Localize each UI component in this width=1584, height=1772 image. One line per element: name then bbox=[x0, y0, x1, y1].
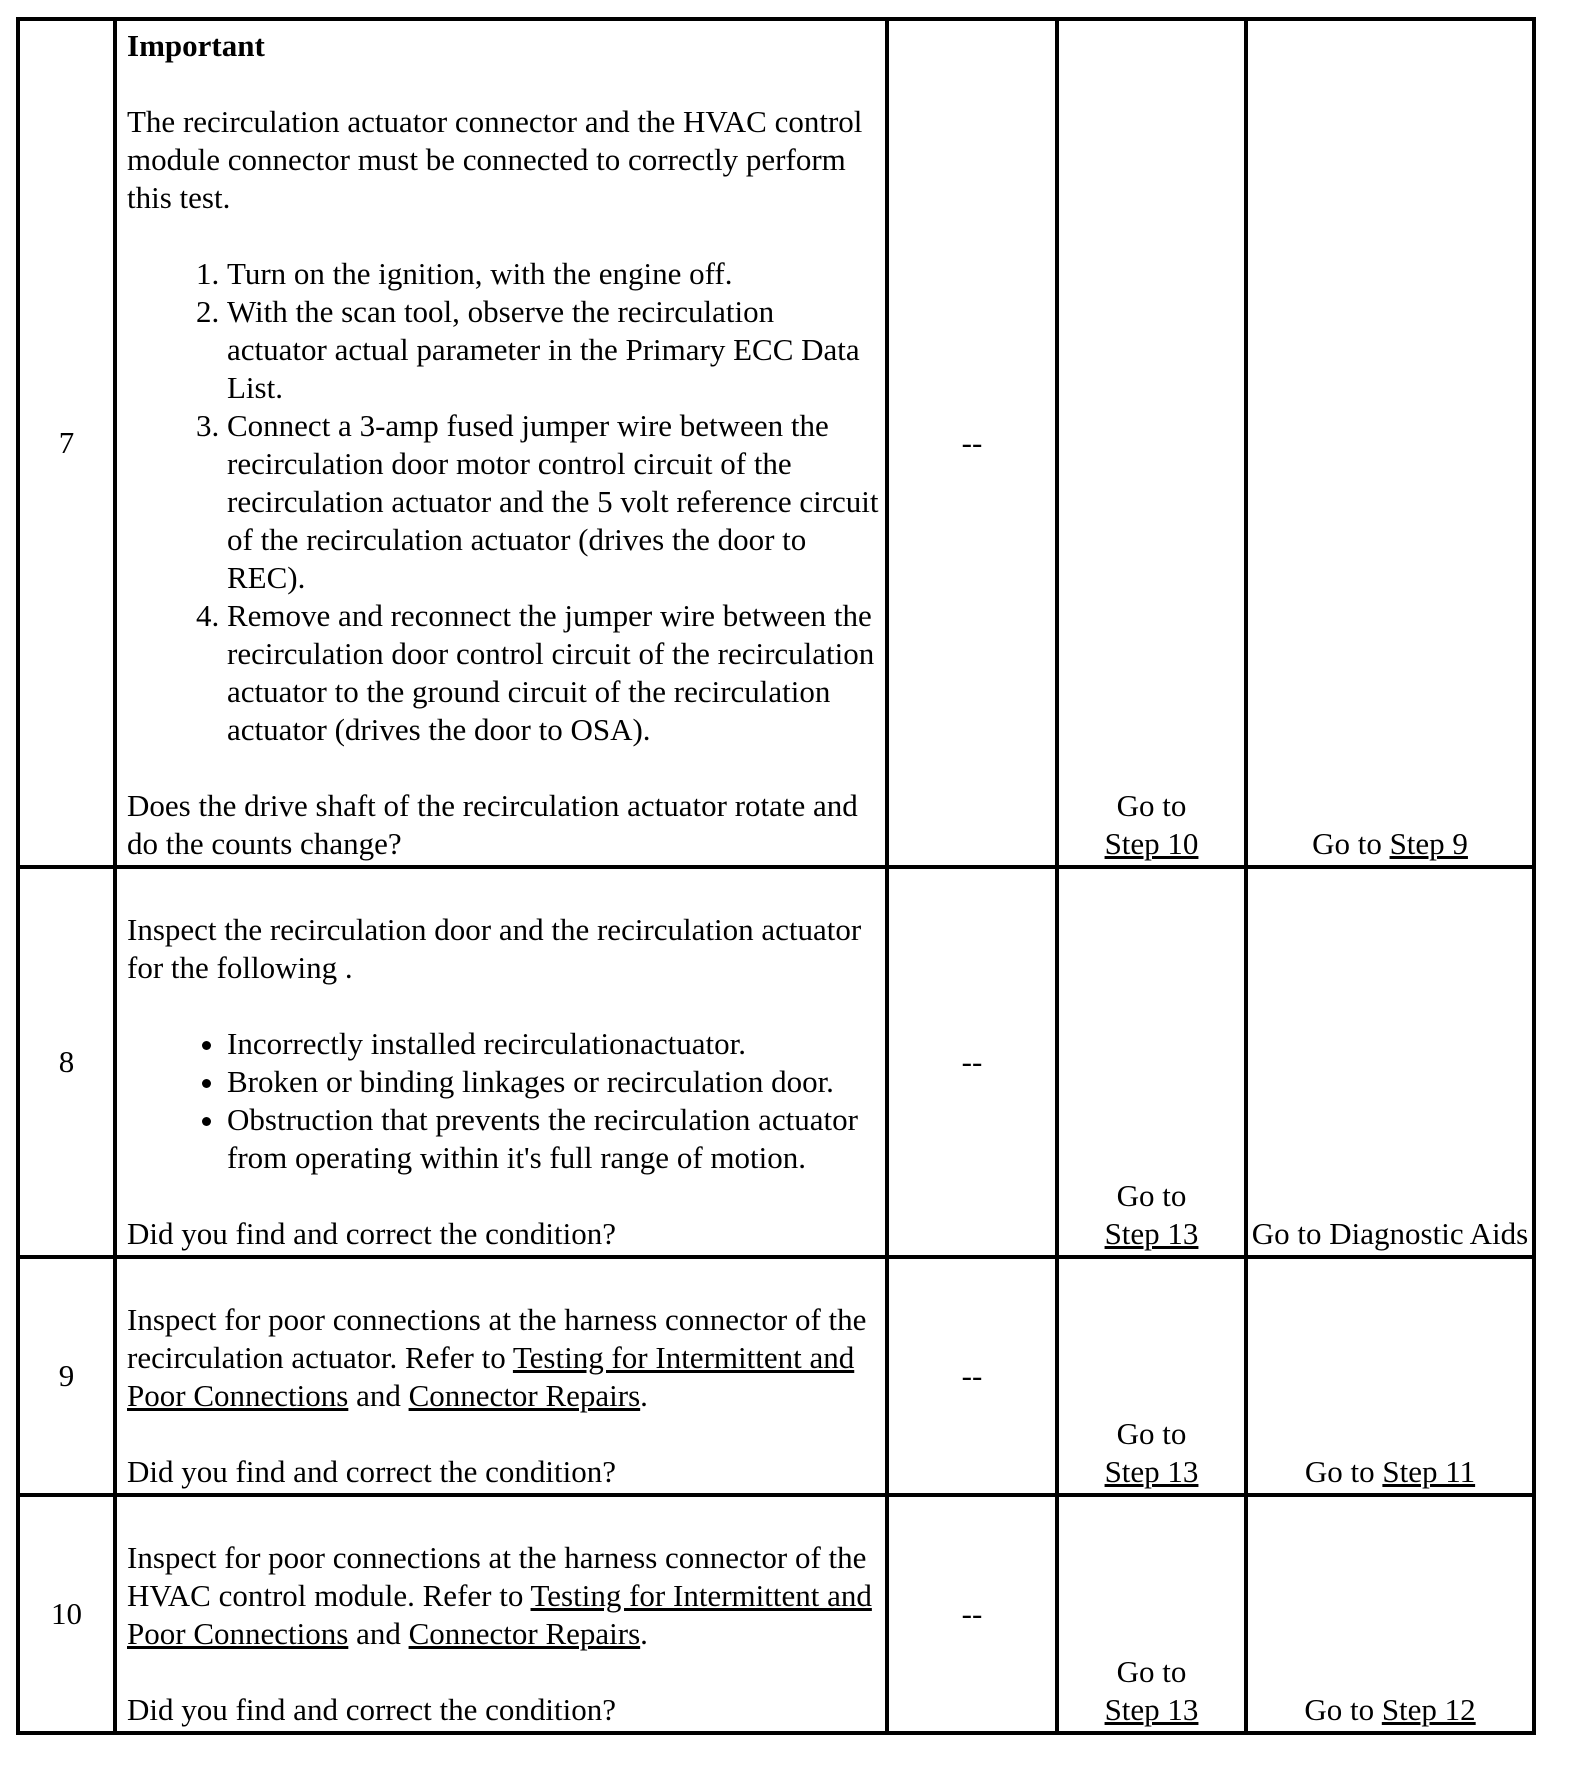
list-item: 4. Remove and reconnect the jumper wire between the recirculation door control circuit of the recirculation actuator to the ground circuit of the recirculation actuator (drives the door to OSA). bbox=[227, 597, 879, 749]
bullet-list bbox=[127, 1025, 879, 1177]
list-item: 1. Turn on the ignition, with the engine off. bbox=[227, 255, 879, 293]
important-label: Important bbox=[127, 28, 265, 63]
table-row-step-10 bbox=[18, 1495, 1534, 1733]
yes-cell bbox=[1057, 1495, 1246, 1733]
list-item: 3. Connect a 3-amp fused jumper wire between the recirculation door motor control circuit of the recirculation actuator and the 5 volt reference circuit of the recirculation actuator (drives the door to REC). bbox=[227, 407, 879, 597]
table-row-step-9 bbox=[18, 1257, 1534, 1495]
action-cell bbox=[115, 1257, 887, 1495]
diagnostic-steps-table bbox=[16, 17, 1536, 1735]
link-testing-intermittent[interactable]: Testing for Intermittent and Poor Connections bbox=[127, 1578, 872, 1651]
no-cell: Go to Diagnostic Aids bbox=[1246, 867, 1534, 1257]
list-item: 2. With the scan tool, observe the recirculation actuator actual parameter in the Primary ECC Data List. bbox=[227, 293, 879, 407]
link-step-12[interactable]: Step 12 bbox=[1381, 1692, 1476, 1727]
important-text: The recirculation actuator connector and the HVAC control module connector must be connected to correctly perform this test. bbox=[127, 104, 863, 215]
no-prefix: Go to bbox=[1304, 1454, 1375, 1489]
list-item: • Obstruction that prevents the recirculation actuator from operating within it's full range of motion. bbox=[227, 1101, 879, 1177]
no-cell bbox=[1246, 1257, 1534, 1495]
inspect-text bbox=[127, 1539, 879, 1653]
action-cell bbox=[115, 19, 887, 867]
inspect-text-part: and bbox=[348, 1616, 409, 1651]
no-cell bbox=[1246, 19, 1534, 867]
list-item: • Broken or binding linkages or recirculation door. bbox=[227, 1063, 879, 1101]
link-step-9[interactable]: Step 9 bbox=[1389, 826, 1468, 861]
intro-text: Inspect the recirculation door and the recirculation actuator for the following . bbox=[127, 912, 862, 985]
link-testing-intermittent[interactable]: Testing for Intermittent and Poor Connections bbox=[127, 1340, 855, 1413]
yes-cell bbox=[1057, 1257, 1246, 1495]
inspect-text-part: and bbox=[348, 1378, 409, 1413]
value-cell: -- bbox=[887, 19, 1057, 867]
no-cell bbox=[1246, 1495, 1534, 1733]
action-cell bbox=[115, 867, 887, 1257]
yes-cell bbox=[1057, 867, 1246, 1257]
yes-cell bbox=[1057, 19, 1246, 867]
instruction-list bbox=[127, 255, 879, 749]
no-prefix: Go to bbox=[1312, 826, 1382, 861]
link-step-13[interactable]: Step 13 bbox=[1104, 1454, 1199, 1489]
table-row-step-8 bbox=[18, 867, 1534, 1257]
step-number: 7 bbox=[18, 19, 115, 867]
inspect-text-part: Inspect for poor connections at the harness connector of the recirculation actuator. Refer to bbox=[127, 1302, 867, 1375]
inspect-text-part: . bbox=[640, 1378, 648, 1413]
question-text: Does the drive shaft of the recirculation actuator rotate and do the counts change? bbox=[127, 788, 858, 861]
yes-prefix: Go to bbox=[1116, 1654, 1187, 1689]
list-item: • Incorrectly installed recirculationactuator. bbox=[227, 1025, 879, 1063]
link-step-13[interactable]: Step 13 bbox=[1104, 1692, 1199, 1727]
question-text: Did you find and correct the condition? bbox=[127, 1216, 616, 1251]
yes-prefix: Go to bbox=[1116, 788, 1187, 823]
step-number: 8 bbox=[18, 867, 115, 1257]
inspect-text bbox=[127, 1301, 879, 1415]
link-step-10[interactable]: Step 10 bbox=[1104, 826, 1199, 861]
inspect-text-part: Inspect for poor connections at the harness connector of the HVAC control module. Refer to bbox=[127, 1540, 867, 1613]
question-text: Did you find and correct the condition? bbox=[127, 1454, 616, 1489]
question-text: Did you find and correct the condition? bbox=[127, 1692, 616, 1727]
yes-prefix: Go to bbox=[1116, 1178, 1187, 1213]
action-cell bbox=[115, 1495, 887, 1733]
link-step-11[interactable]: Step 11 bbox=[1382, 1454, 1476, 1489]
no-prefix: Go to bbox=[1304, 1692, 1375, 1727]
link-connector-repairs[interactable]: Connector Repairs bbox=[408, 1378, 641, 1413]
value-cell: -- bbox=[887, 867, 1057, 1257]
value-cell: -- bbox=[887, 1495, 1057, 1733]
link-connector-repairs[interactable]: Connector Repairs bbox=[408, 1616, 641, 1651]
table-row-step-7 bbox=[18, 19, 1534, 867]
yes-prefix: Go to bbox=[1116, 1416, 1187, 1451]
step-number: 10 bbox=[18, 1495, 115, 1733]
link-step-13[interactable]: Step 13 bbox=[1104, 1216, 1199, 1251]
inspect-text-part: . bbox=[640, 1616, 648, 1651]
step-number: 9 bbox=[18, 1257, 115, 1495]
value-cell: -- bbox=[887, 1257, 1057, 1495]
